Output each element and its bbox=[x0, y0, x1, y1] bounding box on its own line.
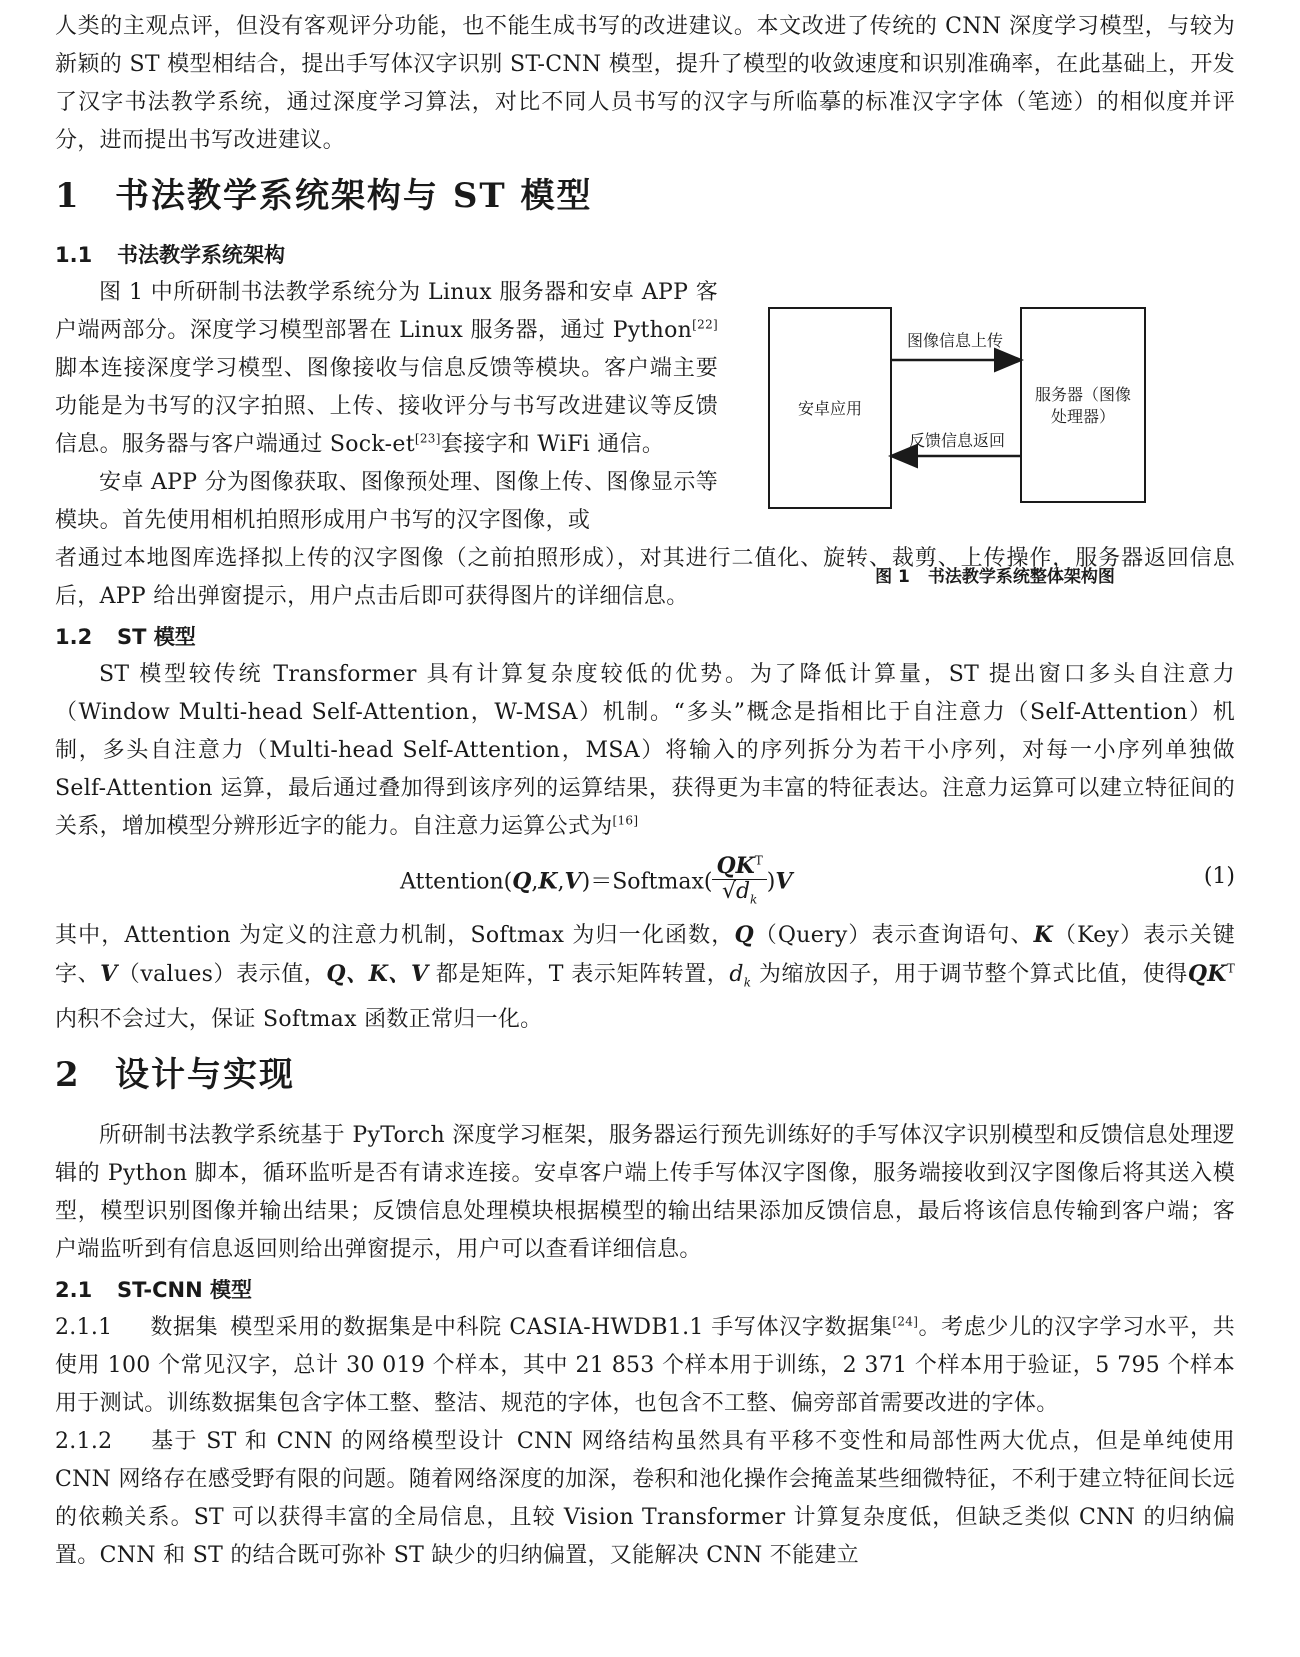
symbol-transpose: T bbox=[1226, 961, 1236, 976]
subsection-1-1-title: 书法教学系统架构 bbox=[117, 243, 285, 267]
upload-arrow-label: 图像信息上传 bbox=[906, 331, 1004, 350]
section-1-title: 书法教学系统架构与 ST 模型 bbox=[115, 176, 593, 216]
formula-text: Attention( bbox=[400, 869, 513, 895]
text-run: （Query）表示查询语句、 bbox=[753, 923, 1034, 948]
paragraph-1-1-a bbox=[55, 274, 718, 464]
citation-24: [24] bbox=[892, 1315, 919, 1330]
text-run: 。考虑少儿的汉字学习水平，共使用 100 个常见汉字，总计 30 019 个样本，其中 21 853 个样本用于训练，2 371 个样本用于验证，5 795 个样本用于测试。训练数据集包含字体工整、整洁、规范的字体，也包含不工整、偏旁部首需要改进的字体。 bbox=[55, 1315, 1235, 1417]
section-1-heading bbox=[55, 168, 1235, 224]
text-run: 其中，Attention 为定义的注意力机制，Softmax 为归一化函数， bbox=[55, 923, 735, 948]
text-run: 都是矩阵，T 表示矩阵转置， bbox=[435, 962, 730, 987]
subsection-2-1-number: 2.1 bbox=[55, 1278, 93, 1303]
paragraph-2-1-1 bbox=[55, 1309, 1235, 1423]
citation-22: [22] bbox=[692, 317, 718, 332]
citation-16: [16] bbox=[612, 813, 639, 828]
text-run: （Key）表示关键字、 bbox=[55, 923, 1236, 987]
formula-v: V bbox=[564, 868, 582, 895]
subsection-2-1-heading bbox=[55, 1273, 1235, 1307]
intro-paragraph: 人类的主观点评，但没有客观评分功能，也不能生成书写的改进建议。本文改进了传统的 CNN 深度学习模型，与较为新颖的 ST 模型相结合，提出手写体汉字识别 ST-CNN 模型，提升了模型的收敛速度和识别准确率，在此基础上，开发了汉字书法教学系统，通过深度学习算法，对比不同人员书写的汉字与所临摹的标准汉字字体（笔迹）的相似度并评分，进而提出书写改进建议。 bbox=[55, 14, 1235, 153]
text-run: 内积不会过大，保证 Softmax 函数正常归一化。 bbox=[55, 1007, 543, 1033]
paper-page bbox=[55, 8, 1235, 1575]
feedback-arrow-label: 反馈信息返回 bbox=[908, 431, 1006, 450]
formula-sqrt-dk: √d bbox=[721, 879, 751, 904]
symbol-q: Q bbox=[734, 922, 754, 948]
text-run: ST 模型较传统 Transformer 具有计算复杂度较低的优势。为了降低计算量，ST 提出窗口多头自注意力（Window Multi-head Self-Attention，W-MSA）机制。“多头”概念是指相比于自注意力（Self-Attention）机制，多头自注意力（Multi-head Self-Attention，MSA）将输入的序列拆分为若干小序列，对每一小序列单独做 Self-Attention 运算，最后通过叠加得到该序列的运算结果，获得更为丰富的特征表达。注意力运算可以建立特征间的关系，增加模型分辨形近字的能力。自注意力运算公式为 bbox=[55, 662, 1235, 839]
subsection-2-1-title: ST-CNN 模型 bbox=[117, 1278, 252, 1303]
equation-number: (1) bbox=[1203, 864, 1235, 889]
paragraph-2-a: 所研制书法教学系统基于 PyTorch 深度学习框架，服务器运行预先训练好的手写体汉字识别模型和反馈信息处理逻辑的 Python 脚本，循环监听是否有请求连接。安卓客户端上传手写体汉字图像，服务端接收到汉字图像后将其送入模型，模型识别图像并输出结果；反馈信息处理模块根据模型的输出结果添加反馈信息，最后将该信息传输到客户端；客户端监听到有信息返回则给出弹窗提示，用户可以查看详细信息。 bbox=[55, 1123, 1235, 1263]
architecture-diagram bbox=[765, 304, 1235, 554]
subsection-1-1-number: 1.1 bbox=[55, 243, 93, 267]
subsubsection-2-1-2-title: 基于 ST 和 CNN 的网络模型设计 bbox=[150, 1429, 505, 1455]
subsection-1-2-heading bbox=[55, 620, 1235, 654]
paragraph-2-1-2 bbox=[55, 1423, 1235, 1575]
text-run: 为缩放因子，用于调节整个算式比值，使得 bbox=[758, 962, 1188, 987]
symbol-qk: QK bbox=[1187, 961, 1227, 987]
formula-qk: QK bbox=[716, 853, 755, 879]
text-run: 套接字和 WiFi 通信。 bbox=[440, 432, 665, 457]
text-run: （values）表示值， bbox=[117, 962, 327, 987]
fraction-numerator bbox=[712, 854, 766, 880]
citation-23: [23] bbox=[414, 431, 441, 446]
formula-fraction bbox=[712, 854, 766, 911]
text-run: 脚本连接深度学习模型、图像接收与信息反馈等模块。客户端主要功能是为书写的汉字拍照、上传、接收评分与书写改进建议等反馈信息。服务器与客户端通过 Sock-et bbox=[55, 356, 718, 457]
server-label-line2: 处理器） bbox=[1050, 407, 1116, 426]
formula-transpose: T bbox=[754, 853, 763, 868]
subsection-1-2-title: ST 模型 bbox=[117, 625, 196, 649]
equation-1 bbox=[55, 846, 1235, 916]
server-label-line1: 服务器（图像 bbox=[1034, 385, 1132, 404]
symbol-d: d bbox=[729, 962, 744, 987]
formula-k-subscript: k bbox=[750, 892, 758, 907]
section-1-number: 1 bbox=[55, 176, 81, 216]
figure-1-title: 书法教学系统整体架构图 bbox=[927, 567, 1115, 587]
text-column bbox=[55, 274, 718, 540]
subsubsection-2-1-1-number: 2.1.1 bbox=[55, 1315, 113, 1341]
formula-text: )＝Softmax( bbox=[581, 869, 713, 895]
figure-1-caption bbox=[765, 562, 1225, 587]
figure-1 bbox=[765, 304, 1235, 589]
formula-q: Q bbox=[512, 868, 532, 895]
attention-formula: Attention(Q,K,V)＝Softmax( $\frac{QK^T}{√d_k}$ )V bbox=[400, 854, 792, 911]
formula-k: K bbox=[538, 868, 558, 895]
paragraph-1-1-b-end: 者通过本地图库选择拟上传的汉字图像（之前拍照形成），对其进行二值化、旋转、裁剪、上传操作，服务器返回信息后，APP 给出弹窗提示，用户点击后即可获得图片的详细信息。 bbox=[55, 546, 1235, 609]
subsection-1-1-heading bbox=[55, 238, 1235, 272]
symbol-v: V bbox=[100, 961, 118, 987]
subsection-1-2-number: 1.2 bbox=[55, 625, 93, 649]
server-box bbox=[1021, 308, 1145, 502]
subsubsection-2-1-2-number: 2.1.2 bbox=[55, 1429, 113, 1455]
figure-1-number: 图 1 bbox=[875, 567, 910, 587]
paragraph-1-2-b bbox=[55, 916, 1235, 1039]
fraction-denominator bbox=[712, 880, 766, 911]
symbol-k: K bbox=[1033, 922, 1054, 948]
text-run: 模型采用的数据集是中科院 CASIA-HWDB1.1 手写体汉字数据集 bbox=[230, 1315, 893, 1341]
section-2-heading bbox=[55, 1047, 1235, 1103]
formula-text: ) bbox=[766, 869, 776, 895]
symbols-qkv: Q、K、V bbox=[326, 961, 429, 987]
text-run: 图 1 中所研制书法教学系统分为 Linux 服务器和安卓 APP 客户端两部分。深度学习模型部署在 Linux 服务器，通过 Python bbox=[55, 280, 718, 343]
paragraph-1-2-a bbox=[55, 656, 1235, 846]
subsubsection-2-1-1-title: 数据集 bbox=[150, 1315, 219, 1341]
text-run: CNN 网络结构虽然具有平移不变性和局部性两大优点，但是单纯使用 CNN 网络存在感受野有限的问题。随着网络深度的加深，卷积和池化操作会掩盖某些细微特征，不利于建立特征间长远的依赖关系。ST 可以获得丰富的全局信息，且较 Vision Transformer 计算复杂度低，但缺乏类似 CNN 的归纳偏置。CNN 和 ST 的结合既可弥补 ST 缺少的归纳偏置，又能解决 CNN 不能建立 bbox=[55, 1429, 1235, 1569]
section-2-title: 设计与实现 bbox=[115, 1055, 295, 1096]
section-2-number: 2 bbox=[55, 1055, 81, 1096]
android-app-label: 安卓应用 bbox=[797, 399, 863, 418]
paragraph-1-1-b-start: 安卓 APP 分为图像获取、图像预处理、图像上传、图像显示等模块。首先使用相机拍照形成用户书写的汉字图像，或 bbox=[55, 470, 718, 533]
formula-v-end: V bbox=[775, 868, 793, 895]
symbol-d-subscript: k bbox=[743, 975, 752, 990]
